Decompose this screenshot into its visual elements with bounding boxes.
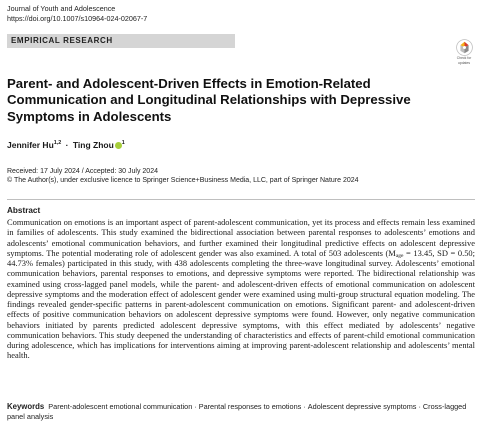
crossmark-icon: [456, 39, 473, 56]
article-title: Parent- and Adolescent-Driven Effects in Emotion-Related Communication and Longitudinal Relationships with Depressive Symptoms in Adolescents: [7, 76, 411, 124]
copyright-notice: © The Author(s), under exclusive licence to Springer Science+Business Media, LLC, part of Springer Nature 2024: [7, 177, 359, 185]
author-name: Ting Zhou: [72, 140, 114, 150]
keyword-separator: ·: [303, 402, 306, 411]
doi-link[interactable]: https://doi.org/10.1007/s10964-024-02067-7: [7, 13, 148, 23]
section-banner: EMPIRICAL RESEARCH: [7, 34, 235, 48]
crossmark-label-2: updates: [457, 60, 471, 65]
abstract-subscript: age: [395, 252, 404, 259]
received-accepted: Received: 17 July 2024 / Accepted: 30 July 2024: [7, 168, 158, 175]
crossmark-label-1: Check for: [456, 56, 472, 60]
keyword: Adolescent depressive symptoms: [307, 402, 417, 411]
keywords: [7, 402, 475, 422]
keyword-separator: ·: [194, 402, 197, 411]
keyword: Cross-lagged panel analysis: [7, 402, 467, 421]
author-list: [7, 140, 125, 150]
journal-name: Journal of Youth and Adolescence: [7, 4, 116, 13]
author-separator: ·: [65, 140, 69, 150]
keywords-label: Keywords: [7, 402, 45, 411]
abstract-body: [7, 217, 475, 361]
abstract-text-1: Communication on emotions is an important aspect of parent-adolescent communication, yet its process and effects remain less examined in families of adolescents. This study examined the bidirectional association between parental responses to adolescents’ emotions and adolescents’ emotional communication behaviors, and further examined their longitudinal predictive effects on adolescent depressive symptoms. The potential moderating role of adolescent gender was also examined. A total of 503 adolescents (M: [7, 217, 475, 258]
abstract-heading: Abstract: [7, 206, 41, 215]
crossmark-badge[interactable]: [451, 39, 477, 69]
keyword: Parent-adolescent emotional communication: [48, 402, 193, 411]
keyword-separator: ·: [418, 402, 421, 411]
divider-top: [7, 199, 475, 200]
keyword: Parental responses to emotions: [198, 402, 302, 411]
abstract-text-2: = 13.45, SD = 0.50; 44.73% females) participated in this study, with 438 adolescents completing the three-wave longitudinal survey. Adolescents’ emotional communication behaviors, parental responses to emotions, and depressive symptoms were reported. The bidirectional relationship was examined using cross-lagged panel models, while the parent- and adolescent-driven effects of emotional communication on adolescent depressive symptoms and the moderation effect of adolescent gender were examined using multi-group structural equation modeling. The findings revealed gender-specific patterns in parent-adolescent communication on emotions. Significant parent- and adolescent-driven effects of positive communication behaviors on adolescent depressive symptoms were found. However, only negative communication behaviors initiated by parents predicted adolescent depressive symptoms, with this effect mediated by adolescents’ negative communication behaviors. This study deepened the understanding of characteristics and effects of parent-child emotional communication during adolescence, which has implications for interventions aiming at improving parent-adolescent relationship and adolescents’ mental health.: [7, 247, 475, 361]
journal-header: [7, 4, 147, 23]
orcid-icon[interactable]: [115, 142, 122, 149]
author-affiliation: 1: [121, 140, 125, 147]
publication-dates: [7, 167, 359, 186]
author-affiliation: 1,2: [53, 140, 62, 147]
author-name: Jennifer Hu: [7, 140, 54, 150]
